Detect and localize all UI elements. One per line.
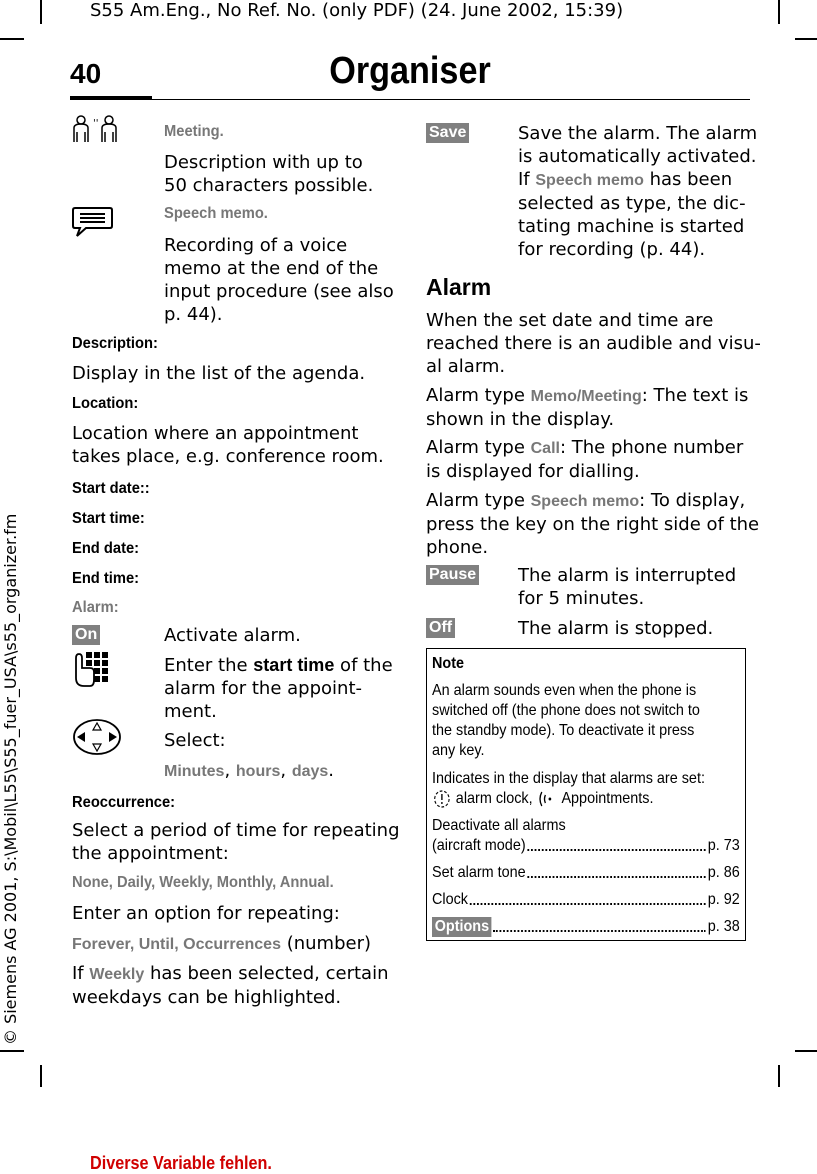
on-softkey: On (72, 625, 100, 645)
note-ref-deactivate: (aircraft mode) p. 73 (432, 837, 740, 854)
note-ref-alarm-tone: Set alarm tone p. 86 (432, 864, 740, 881)
note-title: Note (432, 655, 465, 672)
note-deactivate: Deactivate all alarms (432, 817, 566, 834)
off-softkey: Off (426, 618, 455, 638)
start-date-label: Start date:: (72, 480, 150, 497)
page-title: Organiser (329, 50, 491, 92)
alarm-clock-icon (432, 789, 452, 809)
reoccurrence-label: Reoccurrence: (72, 794, 176, 811)
meeting-label: Meeting. (164, 123, 224, 140)
end-date-label: End date: (72, 540, 140, 557)
navigation-key-icon (72, 718, 122, 756)
note-box (426, 648, 746, 941)
note-indicators: alarm clock, Appointments. (432, 789, 653, 809)
note-ref-options: Options p. 38 (432, 917, 740, 937)
footer-warning: Diverse Variable fehlen. (90, 1153, 272, 1173)
crop-mark (40, 0, 42, 24)
description-label: Description: (72, 335, 158, 352)
keypad-icon (72, 650, 112, 690)
on-text: Activate alarm. (164, 625, 301, 646)
pause-text: The alarm is interrupted for 5 minutes. (518, 565, 737, 609)
location-text: Location where an appointment takes place, e.g. conference room. (72, 423, 384, 467)
alarm-type-memo: Alarm type Memo/Meeting: The text is shown in the display. (426, 385, 749, 430)
page-header: S55 Am.Eng., No Ref. No. (only PDF) (24. June 2002, 15:39) (90, 0, 624, 21)
crop-mark (778, 1065, 780, 1087)
note-para2: Indicates in the display that alarms are set: (432, 770, 705, 787)
forever-options: Forever, Until, Occurrences (number) (72, 933, 372, 954)
save-softkey: Save (426, 123, 469, 143)
start-time-label: Start time: (72, 510, 145, 527)
crop-mark (795, 38, 817, 40)
enter-start-time-text: Enter the start time of the alarm for the appoint- ment. (164, 655, 393, 722)
save-text: Save the alarm. The alarm is automatically activated. If Speech memo has been selected as type, the dic- tating machine is started for recording (p. 44). (518, 123, 758, 260)
speech-memo-description: Recording of a voice memo at the end of the input procedure (see also p. 44). (164, 235, 394, 325)
pause-softkey: Pause (426, 565, 479, 585)
header-rule-thick (70, 96, 152, 100)
location-label: Location: (72, 395, 139, 412)
alarm-label: Alarm: (72, 599, 119, 616)
svg-text:'': '' (93, 118, 99, 129)
meeting-icon (72, 114, 122, 148)
select-text: Select: (164, 730, 226, 751)
note-ref-clock: Clock p. 92 (432, 891, 740, 908)
speech-memo-icon (72, 206, 114, 238)
reoccurrence-text: Select a period of time for repeating the appointment: (72, 820, 400, 864)
speech-memo-label: Speech memo. (164, 205, 268, 222)
off-text: The alarm is stopped. (518, 618, 714, 639)
weekly-text: If Weekly has been selected, certain weekdays can be highlighted. (72, 963, 389, 1008)
alarm-heading: Alarm (426, 274, 492, 300)
end-time-label: End time: (72, 570, 140, 587)
crop-mark (0, 38, 24, 40)
reoccurrence-options: None, Daily, Weekly, Monthly, Annual. (72, 874, 334, 891)
select-options: Minutes, hours, days. (164, 760, 335, 781)
crop-mark (40, 1065, 42, 1087)
meeting-description: Description with up to 50 characters possible. (164, 152, 374, 196)
alarm-intro: When the set date and time are reached there is an audible and visu- al alarm. (426, 310, 761, 377)
crop-mark (795, 1050, 817, 1052)
crop-mark (0, 1050, 24, 1052)
options-softkey: Options (432, 917, 492, 937)
appointments-icon (537, 789, 559, 809)
side-copyright: © Siemens AG 2001, S:\Mobil\L55\S55_fuer_USA\s55_organizer.fm (1, 513, 20, 1045)
alarm-type-speech: Alarm type Speech memo: To display, press the key on the right side of the phone. (426, 490, 760, 558)
note-para1: An alarm sounds even when the phone is switched off (the phone does not switch to the standby mode). To deactivate it press any key. (432, 682, 700, 759)
header-rule (152, 99, 750, 100)
crop-mark (778, 0, 780, 24)
description-text: Display in the list of the agenda. (72, 363, 366, 384)
enter-option-text: Enter an option for repeating: (72, 903, 340, 924)
page-number: 40 (70, 58, 102, 89)
alarm-type-call: Alarm type Call: The phone number is displayed for dialling. (426, 437, 744, 482)
